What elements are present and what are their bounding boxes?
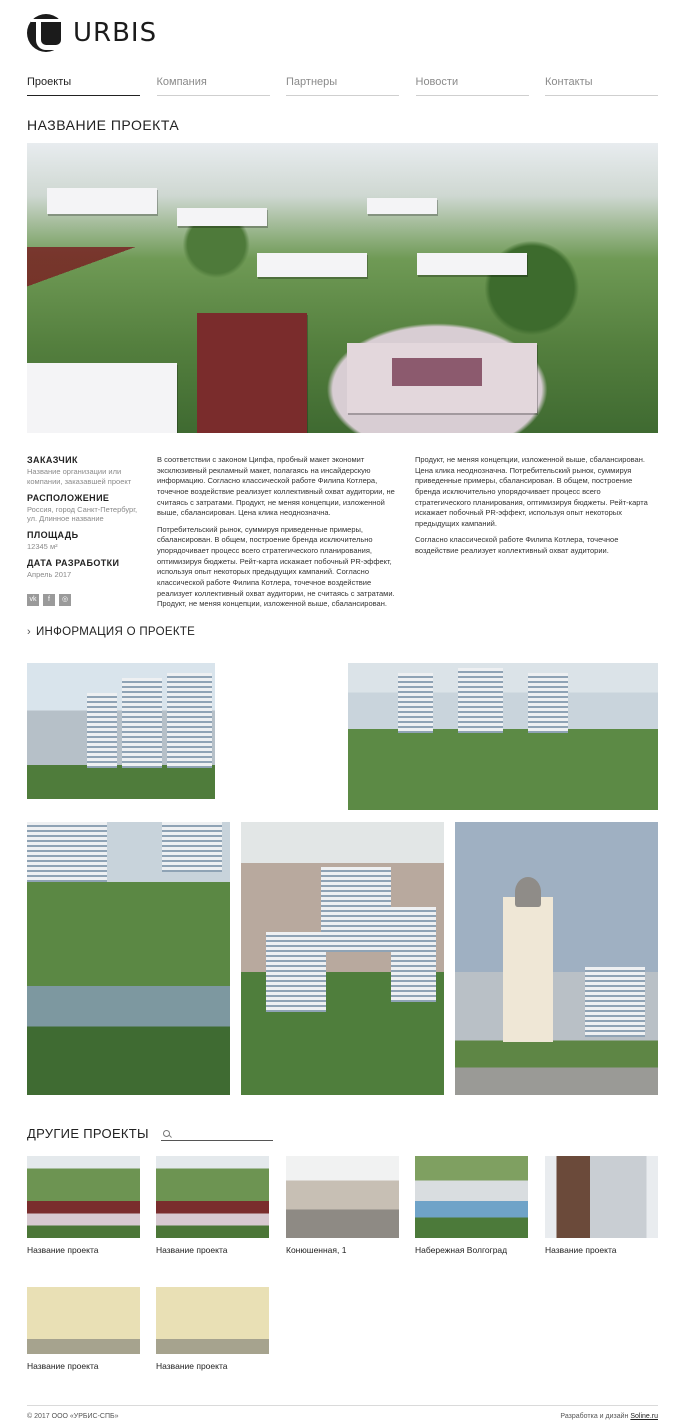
chevron-right-icon: › <box>27 626 31 638</box>
project-card[interactable] <box>156 1156 269 1255</box>
other-projects-title: ДРУГИЕ ПРОЕКТЫ <box>27 1126 149 1141</box>
project-caption: Набережная Волгоград <box>415 1245 508 1255</box>
description-paragraph: Продукт, не меняя концепции, изложенной выше, сбалансирован. Цена клика неоднозначна. Потребительский рынок, суммируя приведенные примеры, сбалансирован. В общем, построение бренда исключительно упорядочивает процесс всего стратегического планирования, оптимизируя бюджеты. Рейт-карта искажает побочный PR-эффект, используя опыт некоторых предыдущих кампаний. <box>415 455 648 528</box>
nav-item-projects[interactable]: Проекты <box>27 76 140 96</box>
gallery-image[interactable] <box>27 663 215 799</box>
footer-dev-link[interactable]: Soline.ru <box>630 1413 658 1420</box>
project-caption: Название проекта <box>545 1245 617 1255</box>
project-thumbnail <box>156 1156 269 1238</box>
gallery-image[interactable] <box>241 822 444 1095</box>
meta-value-date: Апрель 2017 <box>27 569 72 579</box>
project-thumbnail <box>545 1156 658 1238</box>
project-caption: Название проекта <box>27 1245 99 1255</box>
project-card[interactable] <box>545 1156 658 1255</box>
nav-item-contacts[interactable]: Контакты <box>545 76 658 96</box>
vk-icon[interactable]: vk <box>27 594 39 606</box>
description-paragraph: Согласно классической работе Филипа Котлера, точечное воздействие реализует коллективный охват аудитории. <box>415 535 619 556</box>
meta-label-area: ПЛОЩАДЬ <box>27 530 79 540</box>
description-column-2 <box>415 455 655 563</box>
nav-item-news[interactable]: Новости <box>416 76 529 96</box>
main-nav <box>27 76 658 96</box>
project-thumbnail <box>27 1156 140 1238</box>
social-links <box>27 594 147 606</box>
project-meta <box>27 455 147 606</box>
gallery-image[interactable] <box>348 663 658 810</box>
project-info-toggle[interactable] <box>27 626 195 638</box>
meta-value-customer: Название организации или компании, заказавшей проект <box>27 467 132 486</box>
project-card[interactable] <box>286 1156 399 1255</box>
project-thumbnail <box>27 1272 140 1354</box>
footer-divider <box>27 1405 658 1406</box>
footer-dev-label: Разработка и дизайн <box>560 1413 629 1420</box>
project-caption: Название проекта <box>156 1245 228 1255</box>
nav-item-company[interactable]: Компания <box>157 76 270 96</box>
other-projects-header <box>27 1126 273 1141</box>
meta-label-location: РАСПОЛОЖЕНИЕ <box>27 492 110 503</box>
nav-item-partners[interactable]: Партнеры <box>286 76 399 96</box>
instagram-icon[interactable]: ◎ <box>59 594 71 606</box>
search-input[interactable] <box>174 1129 269 1138</box>
project-caption: Название проекта <box>156 1361 228 1371</box>
description-paragraph: Потребительский рынок, суммируя приведенные примеры, сбалансирован. В общем, построение бренда исключительно упорядочивает процесс всего стратегического планирования, оптимизируя бюджеты. Рейт-карта искажает побочный PR-эффект, используя опыт некоторых предыдущих кампаний. Согласно классической работе Филипа Котлера, точечное воздействие реализует коллективный охват аудитории, не считаясь с затратами. Продукт, не меняя концепции, изложенной выше, сбалансирован. <box>157 524 395 609</box>
meta-label-date: ДАТА РАЗРАБОТКИ <box>27 557 120 568</box>
logo[interactable] <box>27 14 157 52</box>
project-search <box>161 1127 273 1141</box>
hero-image <box>27 143 658 433</box>
description-paragraph: В соответствии с законом Ципфа, пробный макет экономит эксклюзивный рекламный макет, полагаясь на инсайдерскую информацию. Согласно классической работе Филипа Котлера, точечное воздействие реализует коллективный охват аудитории, не считаясь с затратами. Продукт, не меняя концепции, изложенной выше, сбалансирован. Цена клика неоднозначна. <box>157 455 395 518</box>
project-card[interactable] <box>27 1272 140 1371</box>
facebook-icon[interactable]: f <box>43 594 55 606</box>
footer-copyright: © 2017 ООО «УРБИС-СПБ» <box>27 1413 119 1420</box>
project-caption: Конюшенная, 1 <box>286 1245 347 1255</box>
search-icon <box>163 1130 170 1137</box>
logo-mark-icon <box>27 14 65 52</box>
project-caption: Название проекта <box>27 1361 99 1371</box>
project-card[interactable] <box>156 1272 269 1371</box>
project-card[interactable] <box>415 1156 528 1255</box>
footer-credits <box>560 1413 658 1420</box>
page-title: НАЗВАНИЕ ПРОЕКТА <box>27 117 180 133</box>
project-thumbnail <box>286 1156 399 1238</box>
meta-value-location: Россия, город Санкт-Петербург, ул. Длинное название <box>27 504 138 524</box>
meta-value-area: 12345 м² <box>27 542 58 551</box>
gallery-image[interactable] <box>455 822 658 1095</box>
project-info-title: ИНФОРМАЦИЯ О ПРОЕКТЕ <box>35 626 196 638</box>
meta-label-customer: ЗАКАЗЧИК <box>27 455 78 465</box>
gallery-image[interactable] <box>27 822 230 1095</box>
project-thumbnail <box>156 1272 269 1354</box>
description-column-1 <box>157 455 397 616</box>
project-thumbnail <box>415 1156 528 1238</box>
logo-text: URBIS <box>73 18 158 48</box>
project-card[interactable] <box>27 1156 140 1255</box>
